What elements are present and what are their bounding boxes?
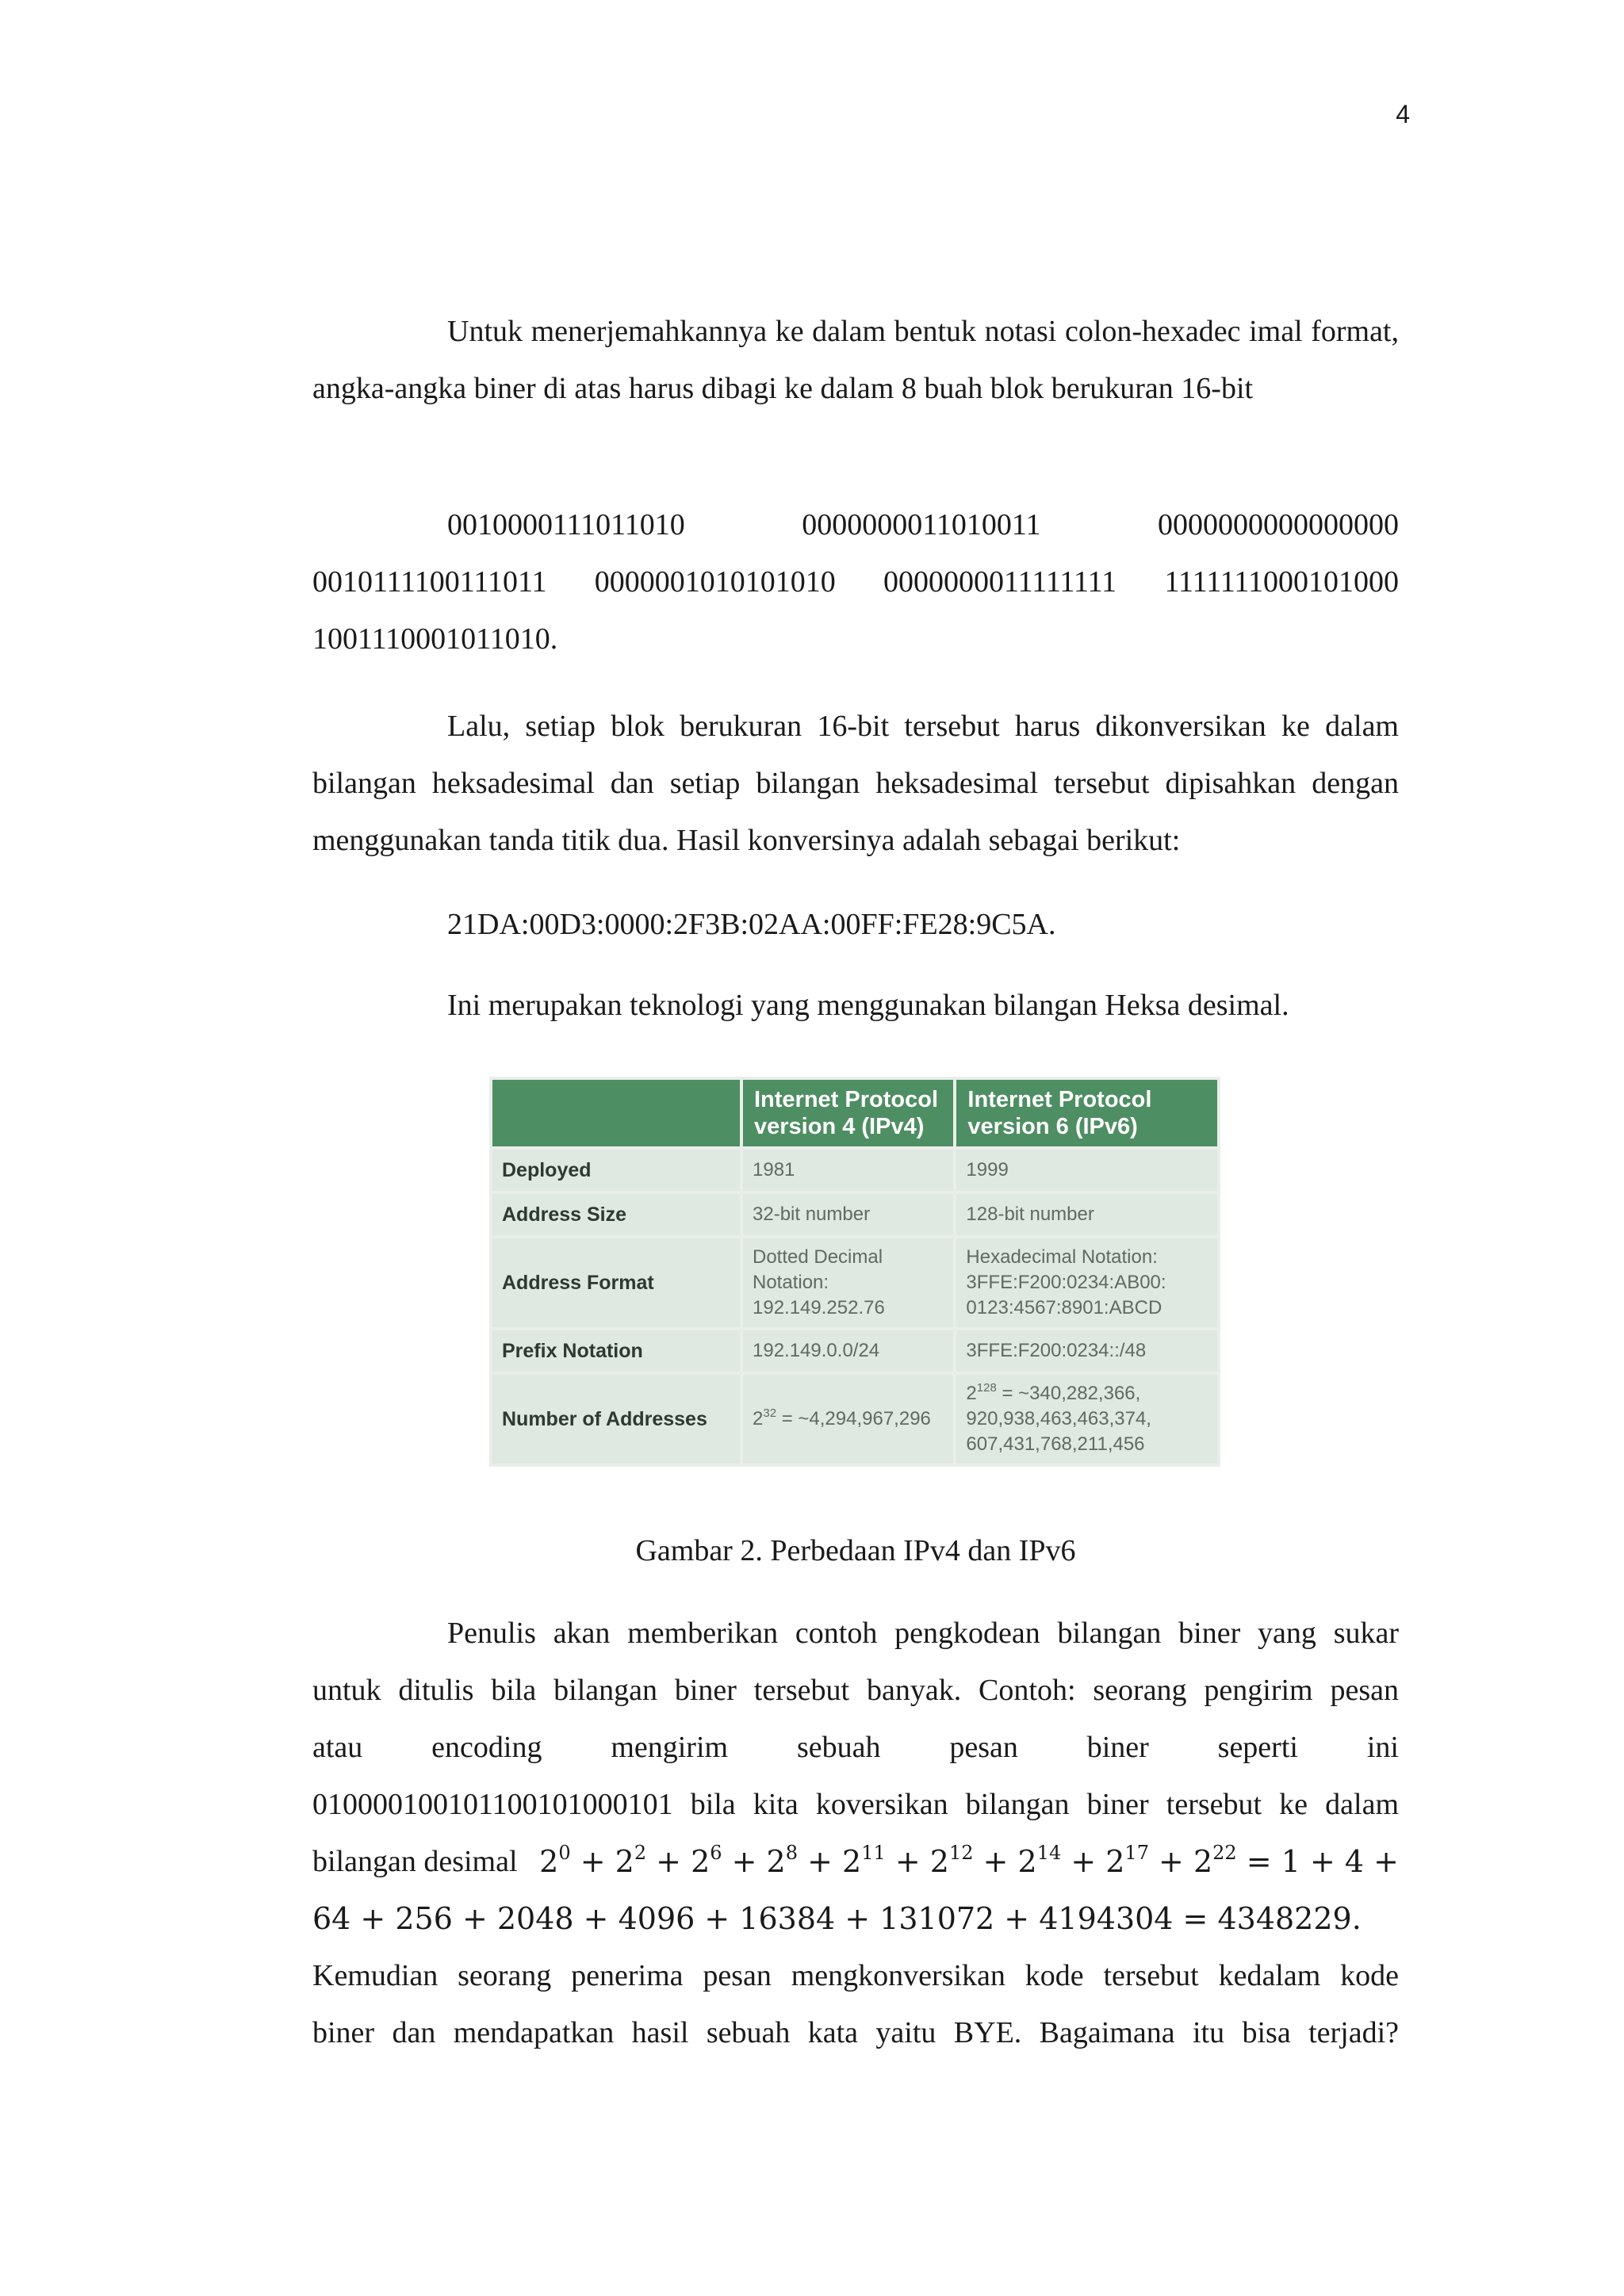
table-cell: Dotted Decimal Notation: 192.149.252.76 xyxy=(743,1238,953,1327)
table-cell: 128-bit number xyxy=(956,1194,1217,1235)
row-label: Address Size xyxy=(492,1194,740,1235)
table-cell-value: = ~340,282,366, 920,938,463,463,374, 607,431,768,211,456 xyxy=(966,1383,1151,1455)
exponent: 12 xyxy=(948,1842,974,1864)
binary-line-1 xyxy=(312,496,1399,553)
word: mengirim xyxy=(611,1731,729,1764)
text-line: untuk ditulis bila bilangan biner tersebut banyak. Contoh: seorang pengirim pesan xyxy=(312,1674,1399,1707)
exponent: 2 xyxy=(634,1842,647,1864)
paragraph-encoding-example xyxy=(312,1605,1399,2061)
text-line: 01000010010110010100010​1 bila kita koversikan bilangan biner tersebut ke dalam xyxy=(312,1788,1399,1821)
binary-block: 0000001010101010 xyxy=(594,565,836,599)
row-label: Prefix Notation xyxy=(492,1330,740,1372)
row-label: Deployed xyxy=(492,1150,740,1191)
hex-result: 21DA:00D3:0000:2F3B:02AA:00FF:FE28:9C5A. xyxy=(447,908,1056,941)
word: sebuah xyxy=(796,1731,881,1764)
power-sum: $2^0 + 2^2 + 2^6 + 2^8 + 2^{11} + 2^{12} + 2^{14} + 2^{17} + 2^{22} = 1 + 4$ + xyxy=(539,1842,1399,1879)
paragraph-hex-conversion: Lalu, setiap blok berukuran 16-bit tersebut harus dikonversikan ke dalam bilangan heksadesimal dan setiap bilangan heksadesimal tersebut dipisahkan dengan menggunakan tanda titik dua. Hasil konversinya adalah sebagai berikut: xyxy=(312,710,1399,857)
table-cell: 1999 xyxy=(956,1150,1217,1191)
math-line xyxy=(312,1833,1399,1890)
word: seperti xyxy=(1217,1731,1298,1764)
table-cell-value: = ~4,294,967,296 xyxy=(776,1408,931,1429)
binary-block: 0000000011010011 xyxy=(802,508,1041,541)
binary-block: 0000000000000000 xyxy=(1158,508,1399,541)
row-label: Number of Addresses xyxy=(492,1375,740,1464)
math-segment: = 1 + 4 + xyxy=(1246,1844,1399,1879)
word: encoding xyxy=(431,1731,542,1764)
table-row xyxy=(492,1330,1217,1372)
exponent: 128 xyxy=(976,1381,997,1395)
page-number: 4 xyxy=(1396,100,1410,128)
paragraph-hex-technology: Ini merupakan teknologi yang menggunakan bilangan Heksa desimal. xyxy=(447,989,1289,1022)
exponent: 22 xyxy=(1212,1842,1237,1864)
binary-block: 0010000111011010 xyxy=(447,508,685,541)
table-cell xyxy=(743,1375,953,1464)
binary-line-3 xyxy=(312,610,1399,668)
table-cell: Hexadecimal Notation: 3FFE:F200:0234:AB00: 0123:4567:8901:ABCD xyxy=(956,1238,1217,1327)
table-header-cell: Internet Protocol version 6 (IPv6) xyxy=(956,1080,1217,1146)
text-line: Penulis akan memberikan contoh pengkodean bilangan biner yang sukar xyxy=(447,1617,1399,1650)
table-cell xyxy=(956,1375,1217,1464)
paragraph-colon-hex-intro: Untuk menerjemahkannya ke dalam bentuk notasi colon-hexadec imal format, angka-angka biner di atas harus dibagi ke dalam 8 buah blok berukuran 16-bit xyxy=(312,315,1399,405)
word: atau xyxy=(312,1731,363,1764)
table-cell: 1981 xyxy=(743,1150,953,1191)
binary-block: 1001110001011010. xyxy=(312,622,558,656)
text-line xyxy=(312,1719,1399,1776)
math-line: 64 + 256 + 2048 + 4096 + 16384 + 131072 + 4194304 = 4348229. xyxy=(312,1901,1362,1936)
exponent: 6 xyxy=(710,1842,722,1864)
table-header-cell xyxy=(492,1080,740,1146)
ipv4-ipv6-comparison-figure xyxy=(489,1077,1220,1467)
text-segment: bilangan desimal xyxy=(312,1845,518,1878)
binary-line-2 xyxy=(312,553,1399,610)
exponent: 0 xyxy=(558,1842,571,1864)
figure-caption: Gambar 2. Perbedaan IPv4 dan IPv6 xyxy=(635,1534,1076,1567)
exponent: 14 xyxy=(1036,1842,1062,1864)
table-row xyxy=(492,1150,1217,1191)
table-row xyxy=(492,1194,1217,1235)
word: ini xyxy=(1366,1731,1399,1764)
table-cell: 32-bit number xyxy=(743,1194,953,1235)
row-label: Address Format xyxy=(492,1238,740,1327)
table-header-row xyxy=(492,1080,1217,1146)
power-base: 2 xyxy=(753,1408,764,1429)
exponent: 17 xyxy=(1124,1842,1149,1864)
exponent: 32 xyxy=(763,1406,777,1420)
table-row xyxy=(492,1375,1217,1464)
table-cell: 3FFE:F200:0234::/48 xyxy=(956,1330,1217,1372)
word: pesan xyxy=(949,1731,1018,1764)
binary-block: 0000000011111111 xyxy=(883,565,1117,599)
table-cell: 192.149.0.0/24 xyxy=(743,1330,953,1372)
binary-blocks xyxy=(312,496,1399,668)
binary-block: 1111111000101000 xyxy=(1164,565,1399,599)
text-line: Kemudian seorang penerima pesan mengkonversikan kode tersebut kedalam kode xyxy=(312,1959,1399,1992)
exponent: 11 xyxy=(861,1842,886,1864)
comparison-table xyxy=(489,1077,1220,1467)
table-header-cell: Internet Protocol version 4 (IPv4) xyxy=(743,1080,953,1146)
table-row xyxy=(492,1238,1217,1327)
binary-block: 0010111100111011 xyxy=(312,565,547,599)
power-base: 2 xyxy=(966,1383,977,1404)
word: biner xyxy=(1086,1731,1149,1764)
text-line: biner dan mendapatkan hasil sebuah kata yaitu BYE. Bagaimana itu bisa terjadi? xyxy=(312,2016,1399,2049)
exponent: 8 xyxy=(785,1842,799,1864)
